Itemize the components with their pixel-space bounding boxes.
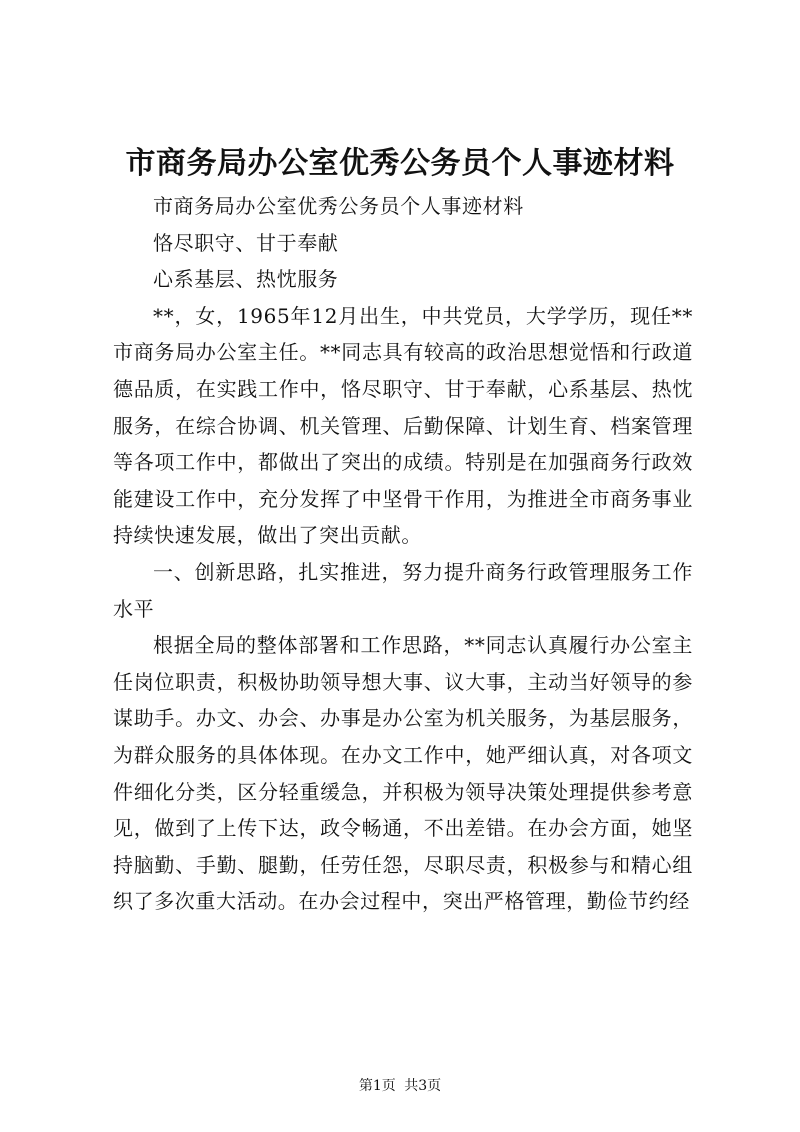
page-number: 第1页	[358, 1078, 396, 1094]
paragraph-section-1: 根据全局的整体部署和工作思路，**同志认真履行办公室主任岗位职责，积极协助领导想大事、议大事，主动当好领导的参谋助手。办文、办会、办事是办公室为机关服务，为基层服务，为群众服务的具体体现。在办文工作中，她严细认真，对各项文件细化分类，区分轻重缓急，并积极为领导决策处理提供参考意见，做到了上传下达，政令畅通，不出差错。在办会方面，她坚持脑勤、手勤、腿勤，任劳任怨，尽职尽责，积极参与和精心组织了多次重大活动。在办会过程中，突出严格管理，勤俭节约经	[113, 633, 693, 914]
document-body	[113, 188, 693, 920]
paragraph-intro: **，女，1965年12月出生，中共党员，大学学历，现任**市商务局办公室主任。**同志具有较高的政治思想觉悟和行政道德品质，在实践工作中，恪尽职守、甘于奉献，心系基层、热忱服务，在综合协调、机关管理、后勤保障、计划生育、档案管理等各项工作中，都做出了突出的成绩。特别是在加强商务行政效能建设工作中，充分发挥了中坚骨干作用，为推进全市商务事业持续快速发展，做出了突出贡献。	[113, 303, 693, 548]
page-total: 共3页	[404, 1078, 442, 1094]
document-title: 市商务局办公室优秀公务员个人事迹材料	[125, 146, 675, 181]
paragraph-motto-1: 恪尽职守、甘于奉献	[153, 230, 339, 255]
paragraph-subtitle: 市商务局办公室优秀公务员个人事迹材料	[153, 194, 524, 218]
section-heading-1: 一、创新思路，扎实推进，努力提升商务行政管理服务工作水平	[113, 559, 693, 621]
paragraph-motto-2: 心系基层、热忱服务	[153, 267, 339, 292]
page-footer	[0, 1076, 800, 1096]
